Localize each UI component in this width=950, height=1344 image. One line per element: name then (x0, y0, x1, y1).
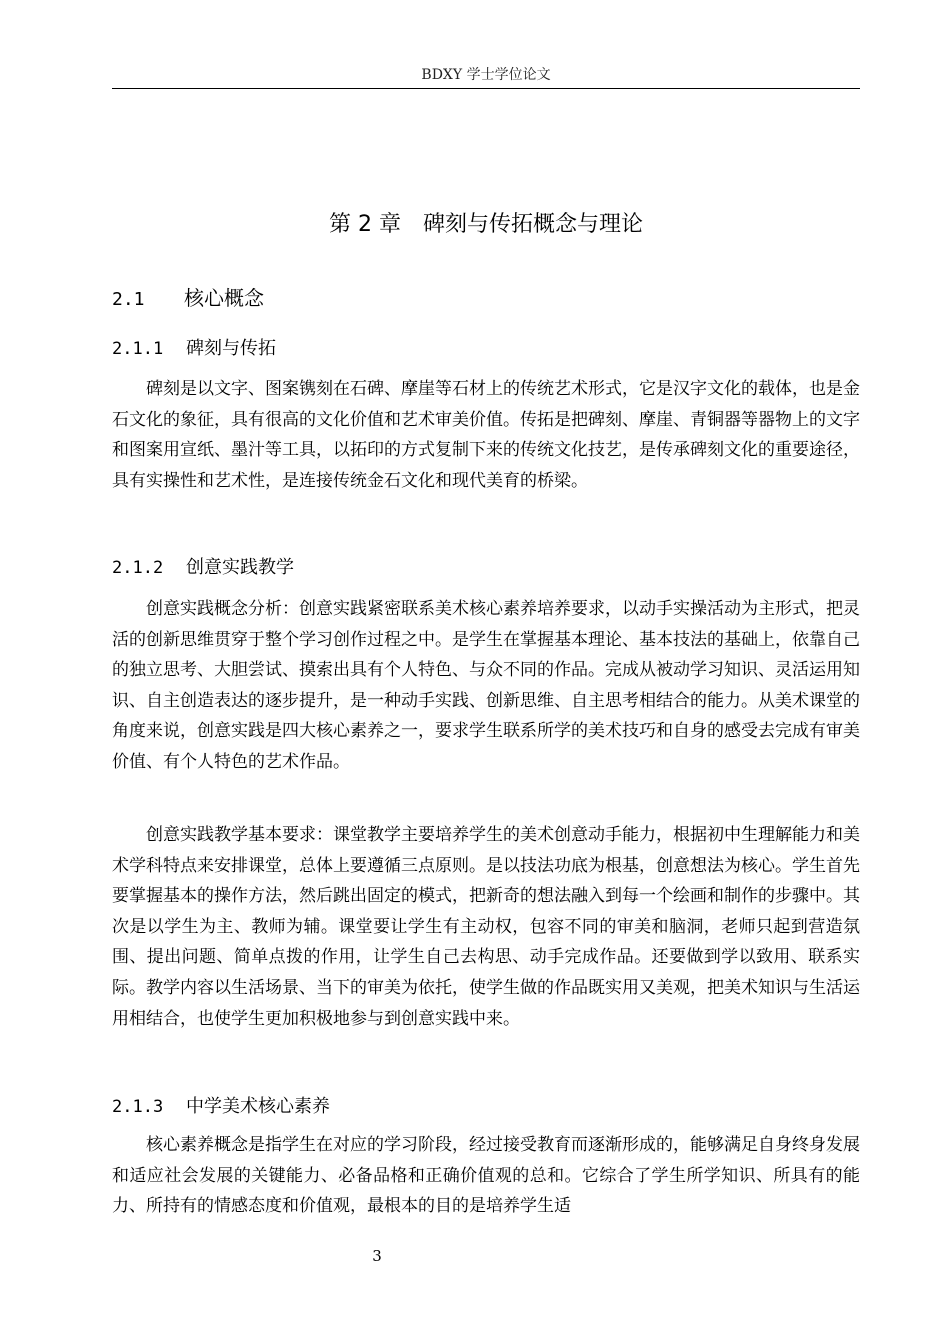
subsection-heading-2-1-3 (112, 1093, 330, 1121)
section-number: 2.1 (112, 289, 145, 310)
paragraph: 创意实践教学基本要求：课堂教学主要培养学生的美术创意动手能力，根据初中生理解能力和美术学科特点来安排课堂，总体上要遵循三点原则。是以技法功底为根基，创意想法为核心。学生首先要掌握基本的操作方法，然后跳出固定的模式，把新奇的想法融入到每一个绘画和制作的步骤中。其次是以学生为主、教师为辅。课堂要让学生有主动权，包容不同的审美和脑洞，老师只起到营造氛围、提出问题、简单点拨的作用，让学生自己去构思、动手完成作品。还要做到学以致用、联系实际。教学内容以生活场景、当下的审美为依托，使学生做的作品既实用又美观，把美术知识与生活运用相结合，也使学生更加积极地参与到创意实践中来。 (112, 825, 860, 1029)
paragraph: 核心素养概念是指学生在对应的学习阶段，经过接受教育而逐渐形成的，能够满足自身终身发展和适应社会发展的关键能力、必备品格和正确价值观的总和。它综合了学生所学知识、所具有的能力、所持有的情感态度和价值观，最根本的目的是培养学生适 (112, 1135, 860, 1217)
subsection-heading-2-1-2 (112, 554, 294, 582)
chapter-name: 碑刻与传拓概念与理论 (422, 212, 643, 237)
subsection-number: 2.1.2 (112, 558, 164, 578)
section-title: 核心概念 (184, 286, 264, 310)
subsection-title: 中学美术核心素养 (186, 1096, 330, 1117)
subsection-heading-2-1-1 (112, 335, 276, 363)
page-header (112, 62, 860, 89)
section-heading-2-1 (112, 283, 264, 315)
header-title: BDXY 学士学位论文 (421, 67, 551, 83)
chapter-title (112, 207, 860, 243)
paragraph: 碑刻是以文字、图案镌刻在石碑、摩崖等石材上的传统艺术形式，它是汉字文化的载体，也是金石文化的象征，具有很高的文化价值和艺术审美价值。传拓是把碑刻、摩崖、青铜器等器物上的文字和图案用宣纸、墨汁等工具，以拓印的方式复制下来的传统文化技艺，是传承碑刻文化的重要途径，具有实操性和艺术性，是连接传统金石文化和现代美育的桥梁。 (112, 379, 860, 491)
subsection-number: 2.1.3 (112, 1097, 164, 1117)
subsection-number: 2.1.1 (112, 339, 164, 359)
paragraph: 创意实践概念分析：创意实践紧密联系美术核心素养培养要求，以动手实操活动为主形式，把灵活的创新思维贯穿于整个学习创作过程之中。是学生在掌握基本理论、基本技法的基础上，依靠自己的独立思考、大胆尝试、摸索出具有个人特色、与众不同的作品。完成从被动学习知识、灵活运用知识、自主创造表达的逐步提升，是一种动手实践、创新思维、自主思考相结合的能力。从美术课堂的角度来说，创意实践是四大核心素养之一，要求学生联系所学的美术技巧和自身的感受去完成有审美价值、有个人特色的艺术作品。 (112, 599, 860, 772)
subsection-title: 碑刻与传拓 (186, 338, 276, 359)
chapter-number: 第 2 章 (329, 212, 401, 237)
subsection-title: 创意实践教学 (186, 557, 294, 578)
page-number: 3 (372, 1247, 382, 1265)
